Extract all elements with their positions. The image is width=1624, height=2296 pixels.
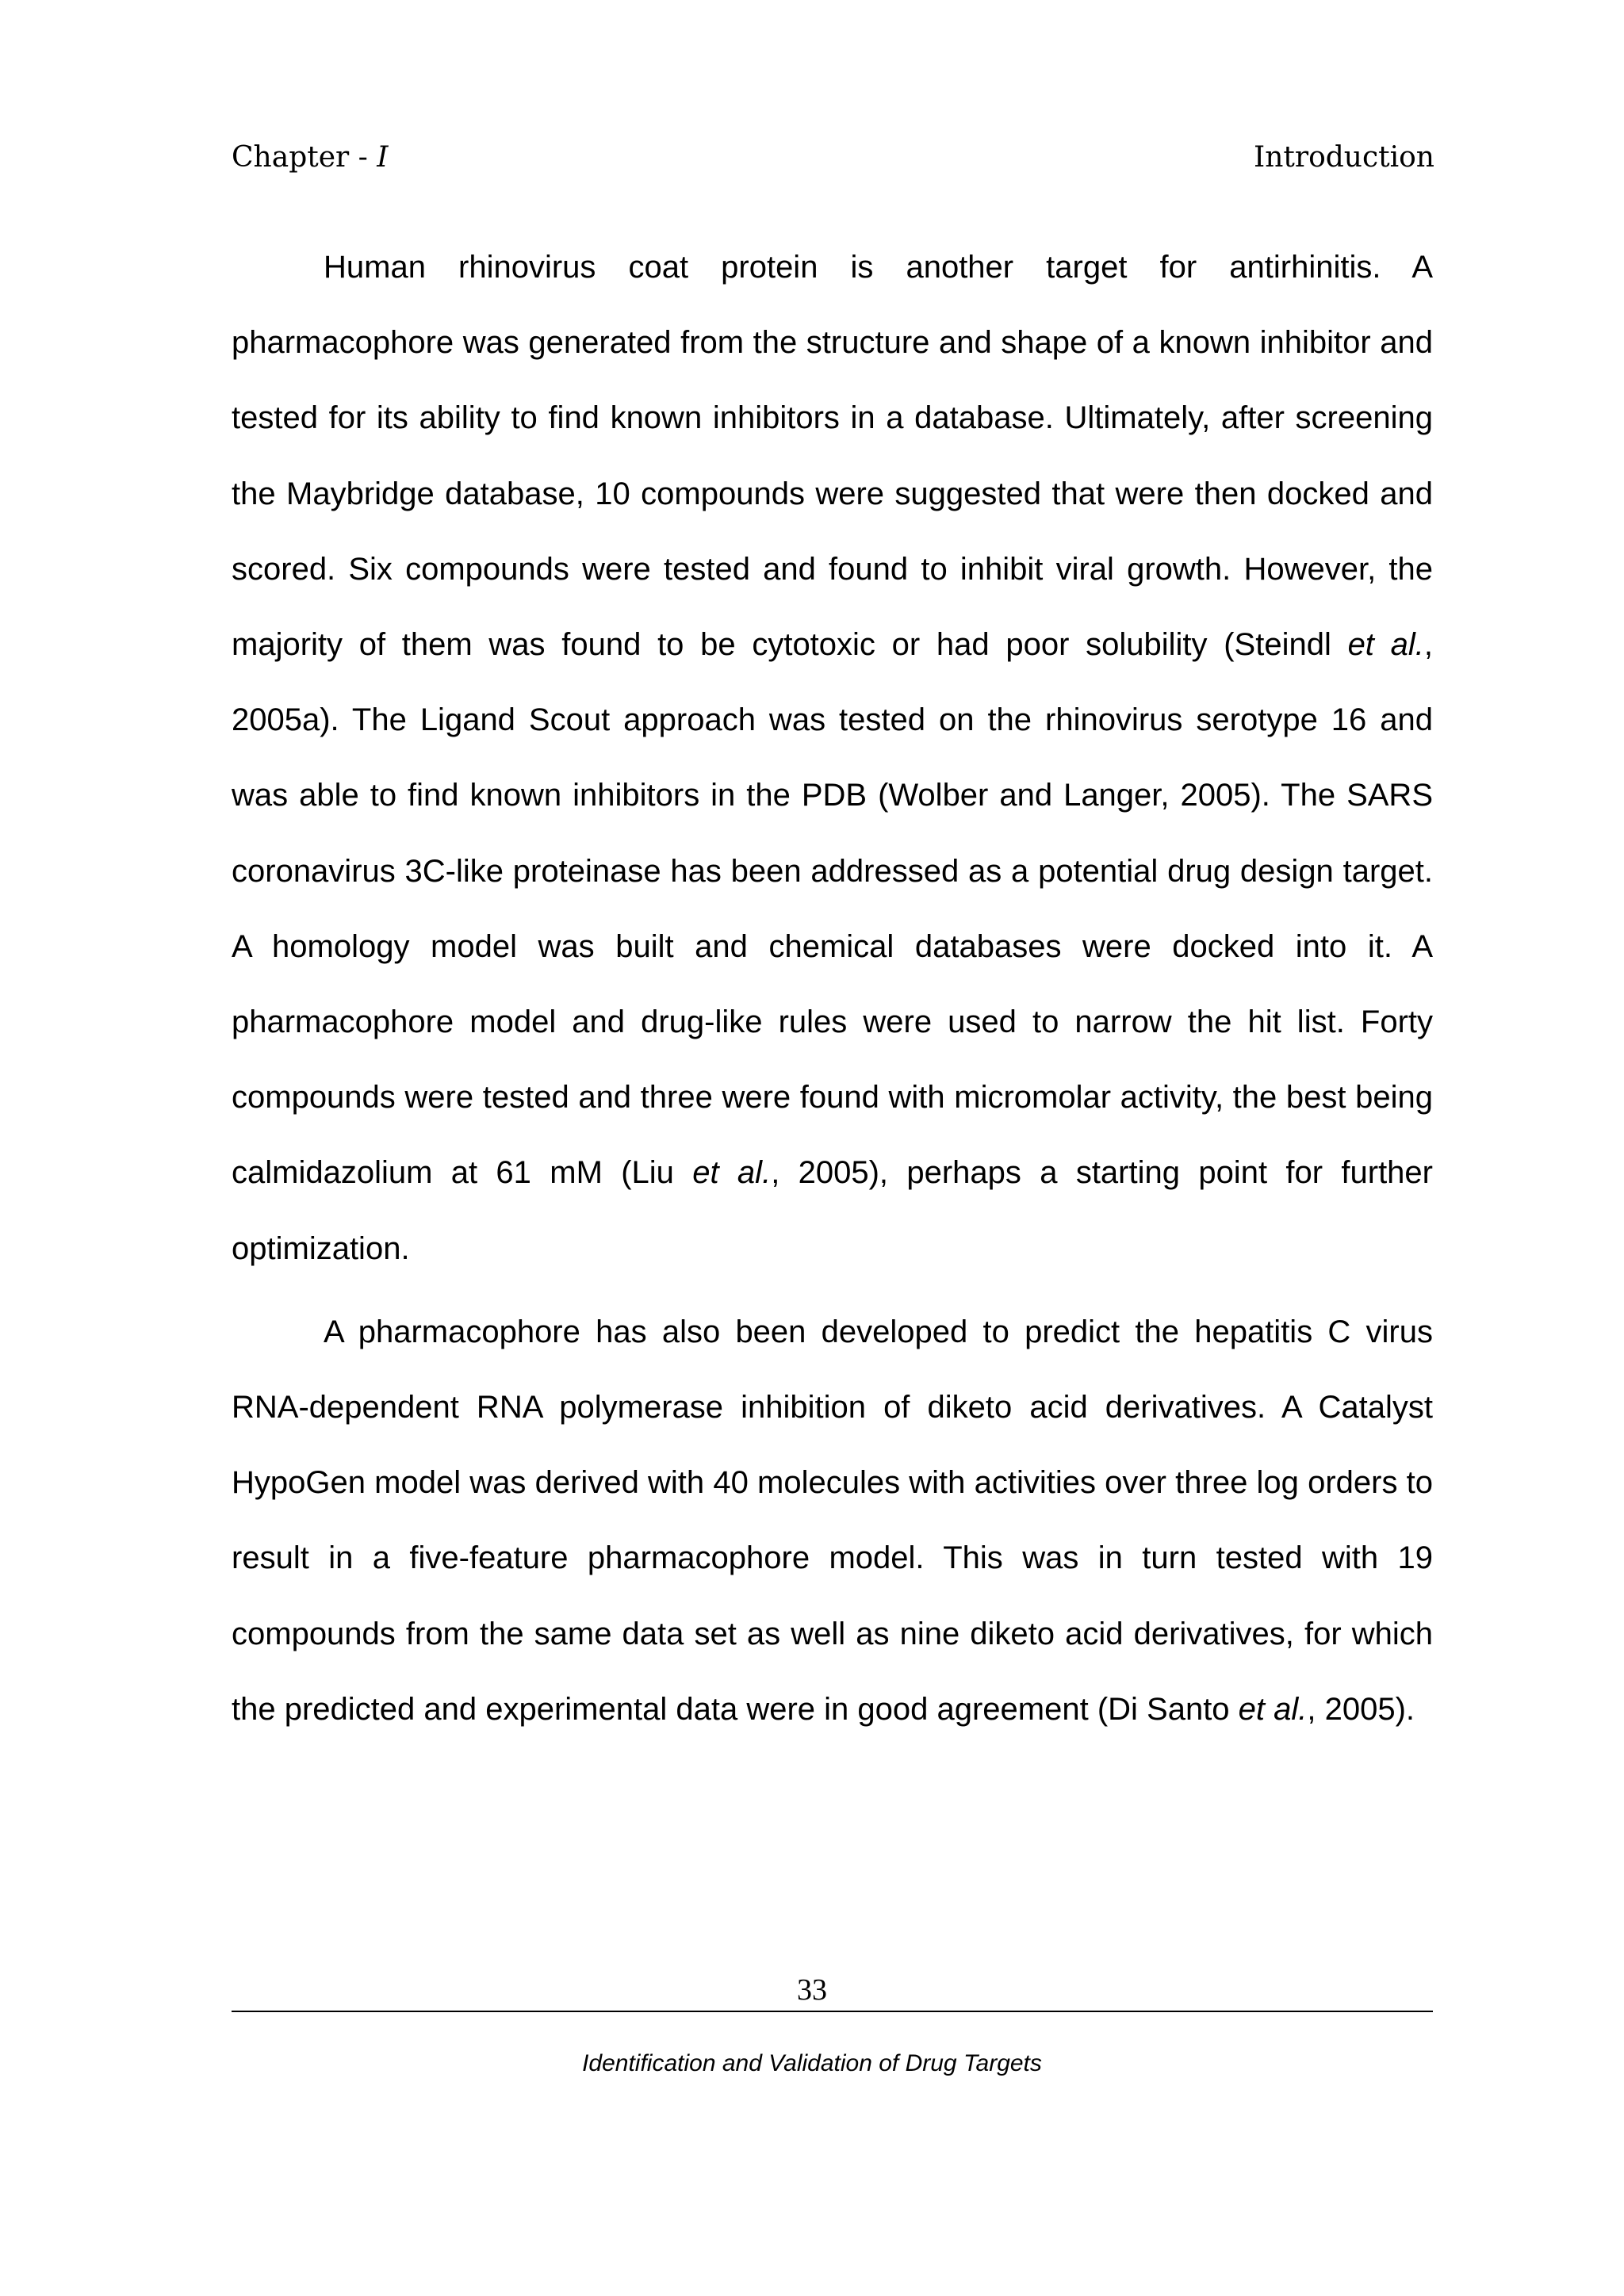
section-title: Introduction xyxy=(1254,141,1434,174)
citation-et-al: et al. xyxy=(1238,1691,1308,1727)
chapter-prefix: Chapter - xyxy=(232,141,377,174)
chapter-label xyxy=(232,141,389,174)
paragraph-hepatitis xyxy=(232,1295,1433,1747)
paragraph-text: Human rhinovirus coat protein is another target for antirhinitis. A pharmacophore was generated from the structure and shape of a known inhibitor and tested for its ability to find known inhibitors in a database. Ultimately, after screening the Maybridge database, 10 compounds were suggested that were then docked and scored. Six compounds were tested and found to inhibit viral growth. However, the majority of them was found to be cytotoxic or had poor solubility (Steindl xyxy=(232,250,1433,663)
running-footer-title: Identification and Validation of Drug Targets xyxy=(582,2050,1042,2076)
footer-divider xyxy=(232,2011,1433,2012)
running-header xyxy=(232,141,1434,186)
paragraph-text: , 2005a). The Ligand Scout approach was tested on the rhinovirus serotype 16 and was able to find known inhibitors in the PDB (Wolber and Langer, 2005). The SARS coronavirus 3C-like proteinase has been addressed as a potential drug design target. A homology model was built and chemical databases were docked into it. A pharmacophore model and drug-like rules were used to narrow the hit list. Forty compounds were tested and three were found with micromolar activity, the best being calmidazolium at 61 mM (Liu xyxy=(232,627,1433,1191)
paragraph-text: A pharmacophore has also been developed to predict the hepatitis C virus RNA-dependent RNA polymerase inhibition of diketo acid derivatives. A Catalyst HypoGen model was derived with 40 molecules with activities over three log orders to result in a five-feature pharmacophore model. This was in turn tested with 19 compounds from the same data set as well as nine diketo acid derivatives, for which the predicted and experimental data were in good agreement (Di Santo xyxy=(232,1314,1433,1727)
paragraph-text: , 2005). xyxy=(1307,1691,1415,1727)
citation-et-al: et al. xyxy=(692,1155,772,1191)
citation-et-al: et al. xyxy=(1347,627,1424,663)
body-text xyxy=(232,230,1433,1747)
paragraph-text: , 2005), perhaps a starting point for further optimization. xyxy=(232,1155,1433,1266)
paragraph-rhinovirus xyxy=(232,230,1433,1287)
page-number: 33 xyxy=(797,1973,827,2007)
chapter-number: I xyxy=(377,141,389,174)
